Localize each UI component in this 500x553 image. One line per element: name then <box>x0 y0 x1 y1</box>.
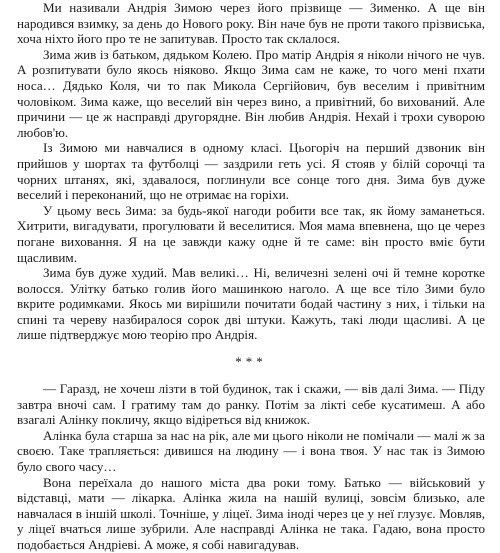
paragraph: У цьому весь Зима: за будь-якої нагоди робити все так, як йому заманеться. Хитрити, вигадувати, прогулювати й веселитися. Моя мама впевнена, що це через погане виховання. Я на це завжди кажу одне й те саме: він просто вміє бути щасливим. <box>17 202 485 265</box>
section-separator: *** <box>235 354 267 370</box>
paragraph: Вона переїхала до нашого міста два роки тому. Батько — військовий у відставці, мати — лікарка. Алінка жила на нашій вулиці, зовсім близько, але навчалася в іншій школі. Точніше, у ліцеї. Зима іноді через це у неї глузує. Мовляв, у ліцеї вчаться лише зубрили. Але насправді Алінка не така. Гадаю, вона просто подобається Андріеві. А може, я собі навигадував. <box>17 474 485 552</box>
paragraph: Зима жив із батьком, дядьком Колею. Про матір Андрія я ніколи нічого не чув. А розпитувати було якось ніяково. Якщо Зима сам не каже, то чого мені пхати носа… Дядько Коля, чи то пак Микола Сергійович, був веселим і привітним чоловіком. Зима каже, що веселий він через вино, а привітний, бо вихований. Але причини — це ж насправді другорядне. Він любив Андрія. Нехай і трохи суворою любов'ю. <box>17 46 485 140</box>
paragraph: Зима був дуже худий. Мав великі… Ні, величезні зелені очі й темне коротке волосся. Улітку батько голив його машинкою наголо. А ще все тіло Зими було вкрите родимками. Якось ми вирішили почитати бодай частину з них, і тільки на спині та череву назбиралося сорок дві штуки. Кажуть, такі люди щасливі. А це лише підтверджує мою теорію про Андрія. <box>17 265 485 343</box>
paragraph: Ми називали Андрія Зимою через його прізвище — Зименко. А ще він народився взимку, за день до Нового року. Він наче був не проти такого прізвиська, хоча ніхто його про те не запитував. Просто так склалося. <box>17 0 485 47</box>
document-page <box>17 0 485 553</box>
paragraph: Із Зимою ми навчалися в одному класі. Цьогоріч на перший дзвоник він прийшов у шортах та футболці — заздрили геть усі. Я стояв у білій сорочці та чорних штанях, які, здавалося, поглинули все сонце того дня. Зима був дуже веселий і переконаний, що не отримає на горіхи. <box>17 140 485 203</box>
paragraph: — Гаразд, не хочеш лізти в той будинок, так і скажи, — вів далі Зима. — Піду завтра вночі сам. І гратиму там до ранку. Потім за лікті себе кусатимеш. А або взагалі Алінку покличу, якщо відіреться від книжок. <box>17 381 485 428</box>
paragraph: Алінка була старша за нас на рік, але ми цього ніколи не помічали — малі ж за своєю. Таке трапляється: дивишся на людину — і вона твоя. У нас так із Зимою було свого часу… <box>17 427 485 475</box>
